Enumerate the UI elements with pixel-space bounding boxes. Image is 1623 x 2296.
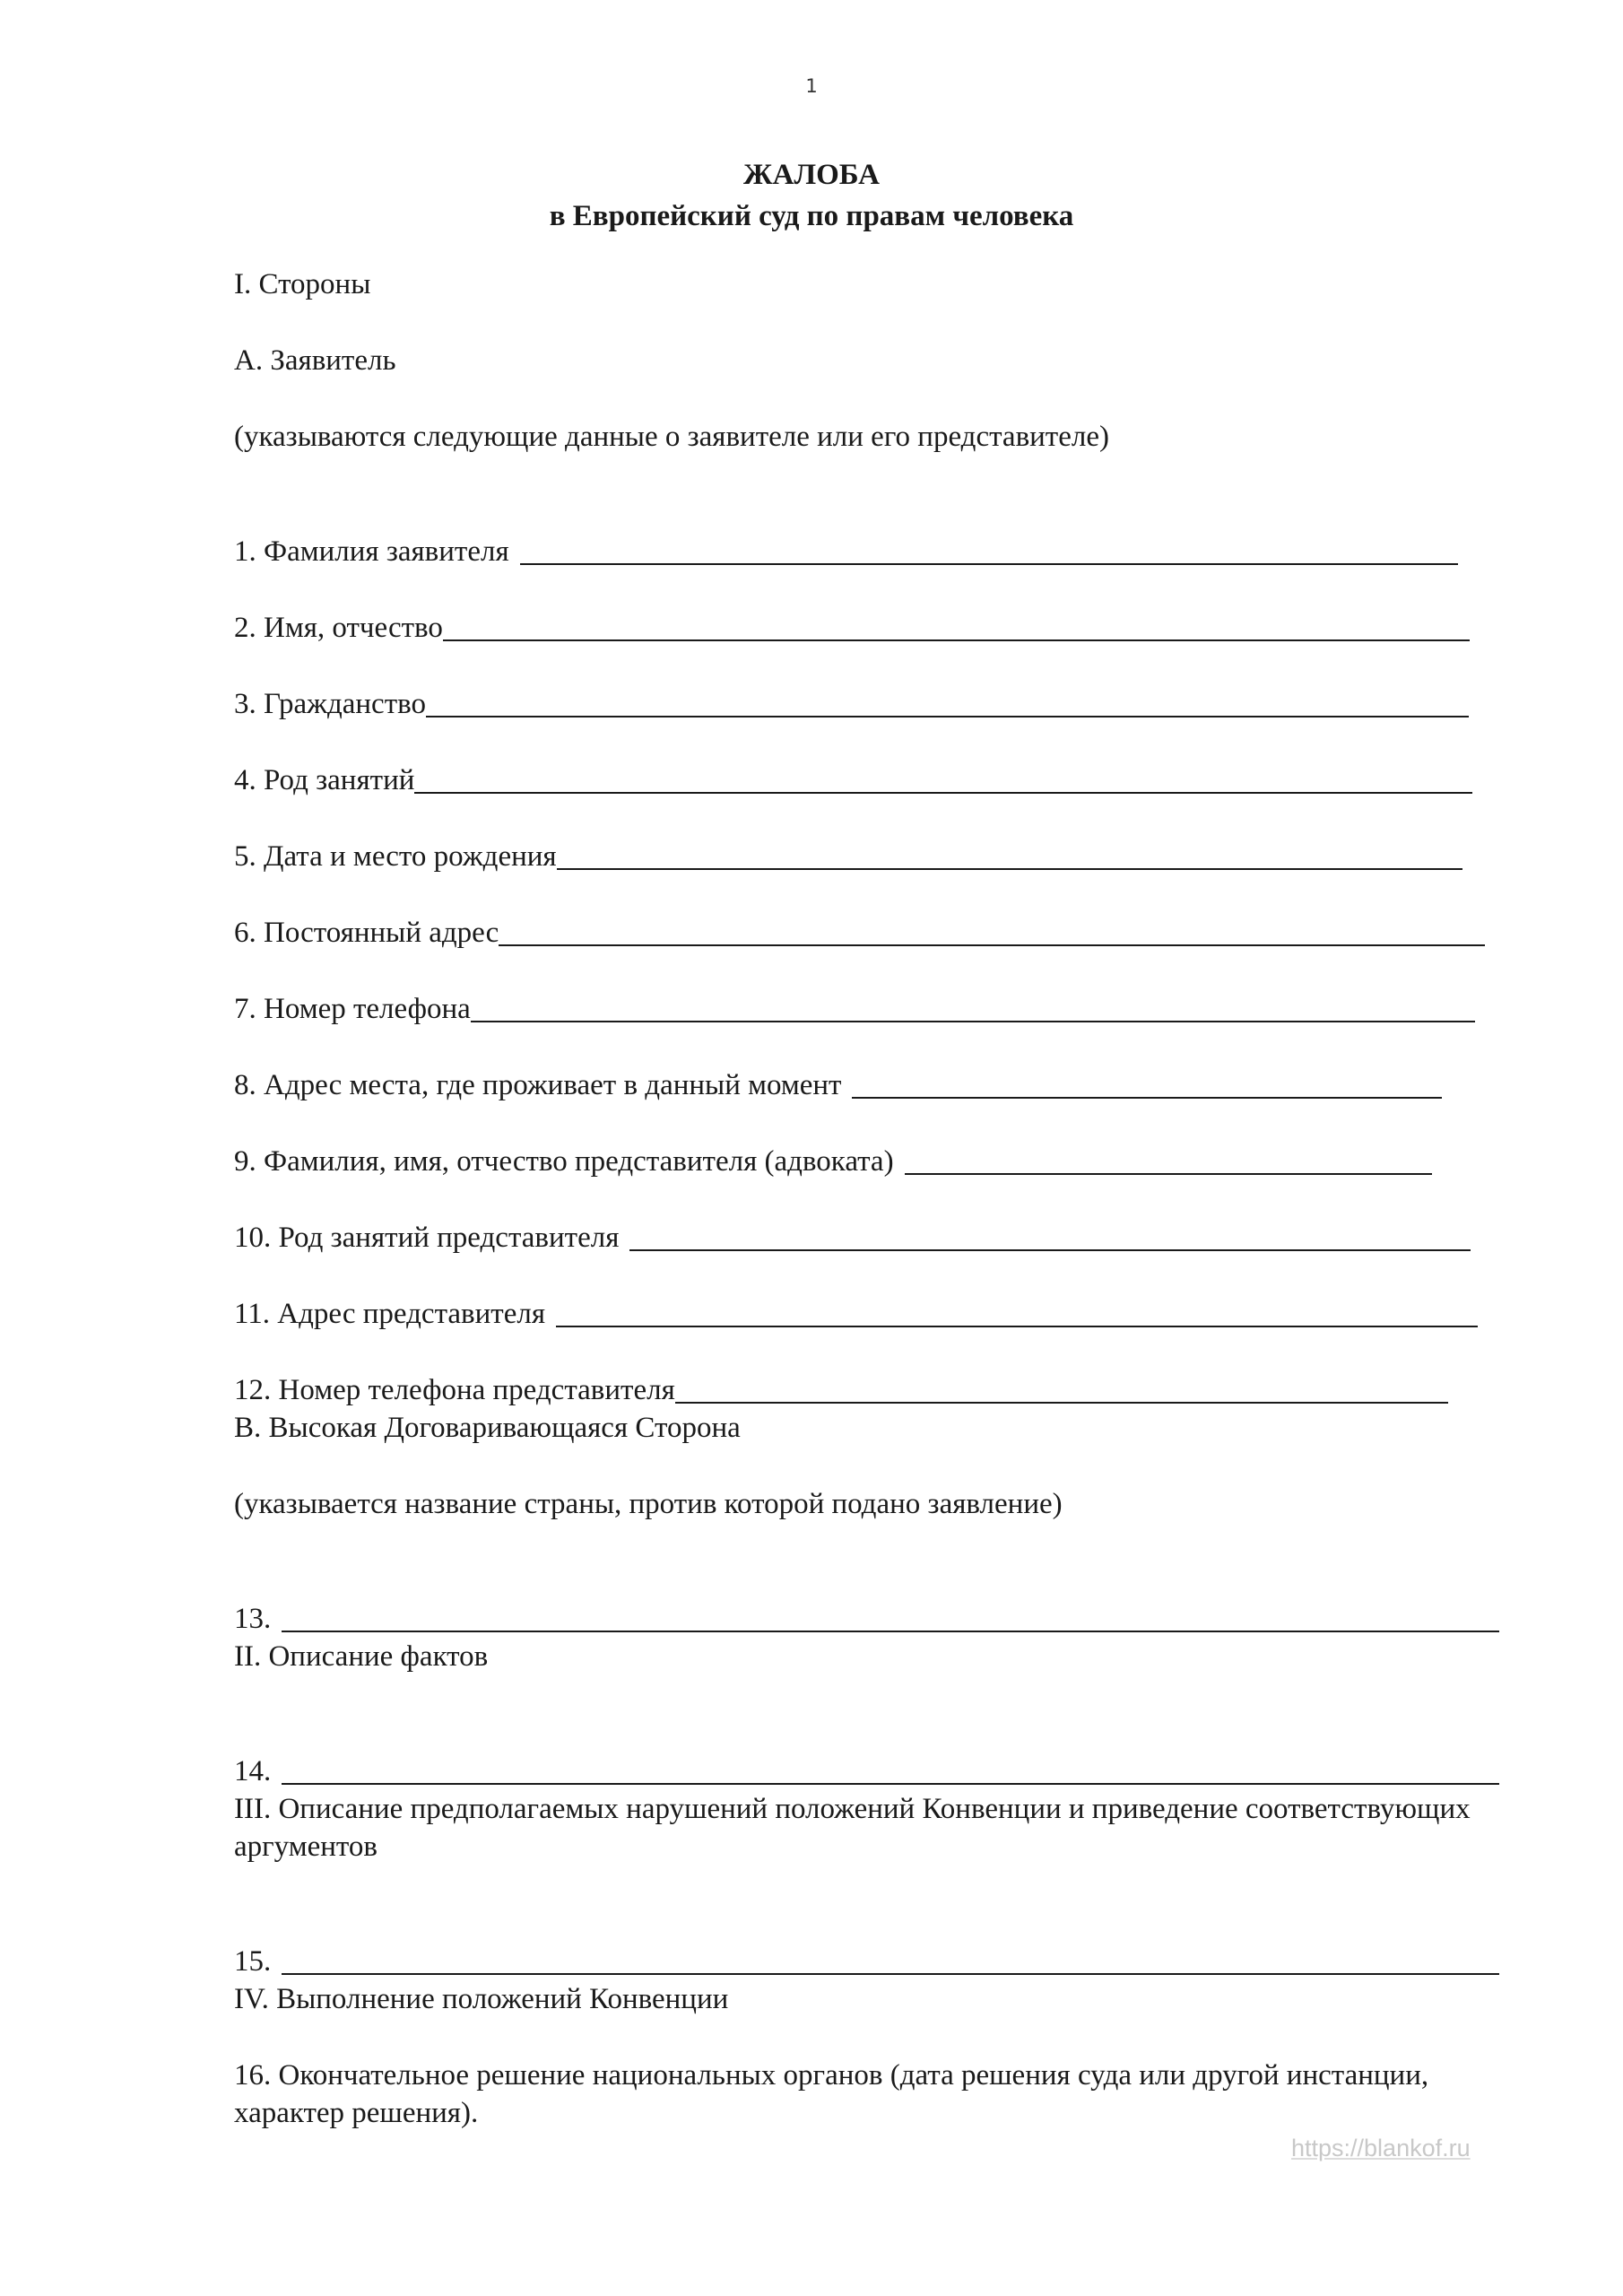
form-field-representative-name <box>234 1104 1516 1180</box>
fill-in-line[interactable] <box>520 533 1458 565</box>
fill-in-line[interactable] <box>556 1295 1478 1327</box>
fill-in-line[interactable] <box>499 914 1485 946</box>
field-label: 13. <box>234 1603 272 1635</box>
subsection-heading: A. Заявитель <box>234 344 396 377</box>
field-label: 12. Номер телефона представителя <box>234 1374 675 1406</box>
form-field-representative-phone <box>234 1333 1516 1409</box>
title-line-2: в Европейский суд по правам человека <box>549 200 1074 232</box>
form-field-representative-address <box>234 1257 1516 1333</box>
field-label: 10. Род занятий представителя <box>234 1222 620 1254</box>
form-field-representative-occupation <box>234 1180 1516 1257</box>
field-label: 8. Адрес места, где проживает в данный момент <box>234 1069 842 1101</box>
subsection-heading: B. Высокая Договаривающаяся Сторона <box>234 1412 741 1444</box>
instruction-note: (указывается название страны, против которой подано заявление) <box>234 1488 1063 1520</box>
field-label: 5. Дата и место рождения <box>234 840 557 873</box>
field-label: 15. <box>234 1945 272 1978</box>
field-label: 7. Номер телефона <box>234 993 471 1025</box>
fill-in-line[interactable] <box>282 1752 1499 1785</box>
form-field-birth <box>234 799 1516 875</box>
fill-in-line[interactable] <box>414 761 1472 794</box>
fill-in-line[interactable] <box>852 1066 1442 1099</box>
field-label: 4. Род занятий <box>234 764 415 796</box>
field-label: 3. Гражданство <box>234 688 426 720</box>
form-field-14 <box>234 1714 1516 1790</box>
form-field-15 <box>234 1904 1516 1980</box>
form-field-phone <box>234 952 1516 1028</box>
form-content <box>234 265 1516 2132</box>
fill-in-line[interactable] <box>282 1943 1499 1975</box>
item-16-paragraph: 16. Окончательное решение национальных органов (дата решения суда или другой инстанции, характер решения). <box>234 2059 1429 2129</box>
form-field-occupation <box>234 723 1516 799</box>
fill-in-line[interactable] <box>443 609 1470 641</box>
form-field-13 <box>234 1561 1516 1638</box>
section-heading: I. Стороны <box>234 268 371 300</box>
title-line-1: ЖАЛОБА <box>743 159 880 191</box>
fill-in-line[interactable] <box>557 838 1462 870</box>
field-label: 9. Фамилия, имя, отчество представителя (адвоката) <box>234 1145 894 1178</box>
fill-in-line[interactable] <box>282 1600 1499 1632</box>
section-heading: IV. Выполнение положений Конвенции <box>234 1983 729 2015</box>
document-title <box>0 154 1623 237</box>
field-label: 14. <box>234 1755 272 1787</box>
form-field-name <box>234 570 1516 647</box>
form-field-current-address <box>234 1028 1516 1104</box>
field-label: 6. Постоянный адрес <box>234 917 499 949</box>
form-field-surname <box>234 494 1516 570</box>
form-field-citizenship <box>234 647 1516 723</box>
fill-in-line[interactable] <box>471 990 1475 1022</box>
form-field-permanent-address <box>234 875 1516 952</box>
section-heading: III. Описание предполагаемых нарушений положений Конвенции и приведение соответствующих аргументов <box>234 1793 1471 1863</box>
field-label: 2. Имя, отчество <box>234 612 443 644</box>
watermark-link[interactable]: https://blankof.ru <box>1291 2135 1471 2161</box>
fill-in-line[interactable] <box>629 1219 1471 1251</box>
section-heading: II. Описание фактов <box>234 1640 489 1673</box>
fill-in-line[interactable] <box>675 1371 1448 1404</box>
field-label: 1. Фамилия заявителя <box>234 535 509 568</box>
field-label: 11. Адрес представителя <box>234 1298 545 1330</box>
page-number: 1 <box>805 75 818 97</box>
instruction-note: (указываются следующие данные о заявителе или его представителе) <box>234 421 1109 453</box>
fill-in-line[interactable] <box>905 1143 1432 1175</box>
fill-in-line[interactable] <box>426 685 1469 718</box>
